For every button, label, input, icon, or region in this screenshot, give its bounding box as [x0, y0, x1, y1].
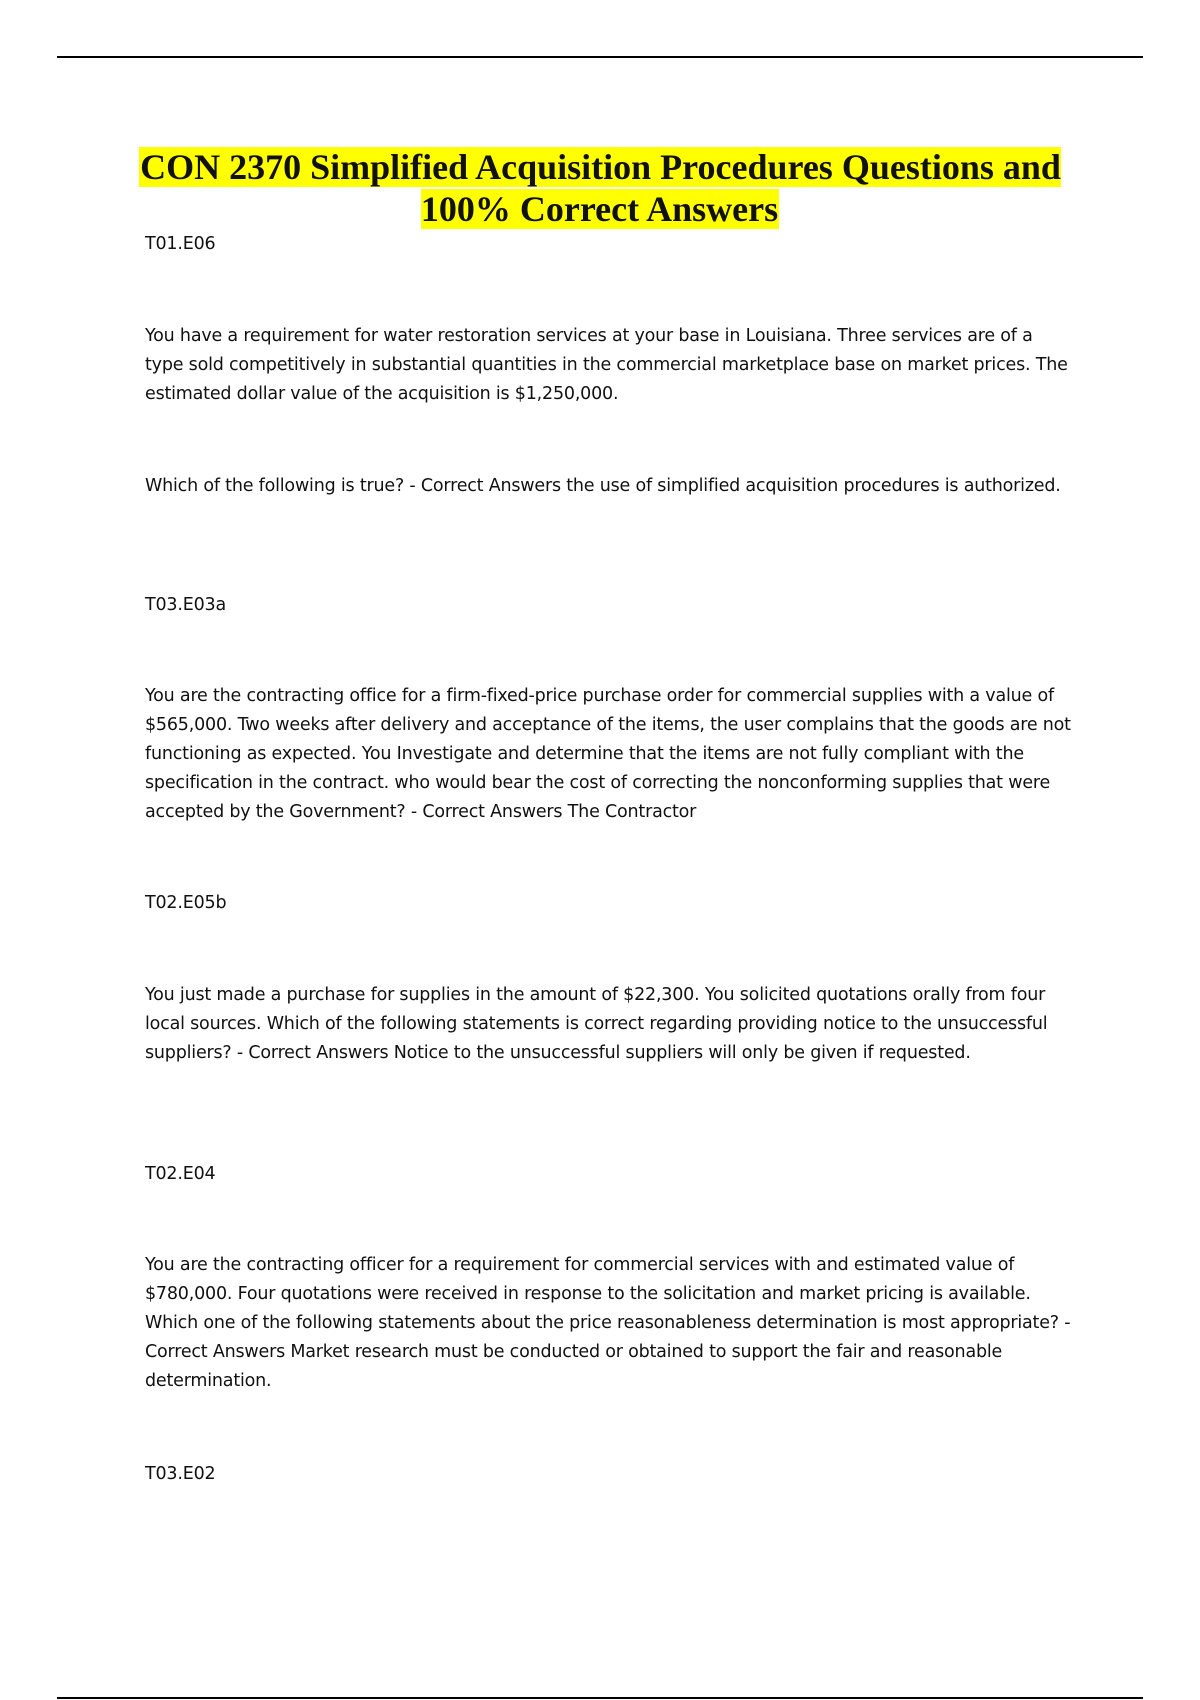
item-code: T03.E03a	[145, 595, 226, 615]
bottom-rule	[57, 1697, 1143, 1699]
top-rule	[57, 56, 1143, 58]
question-paragraph: You have a requirement for water restoration services at your base in Louisiana. Three services are of a type sold competitively in substantial quantities in the commercial marketplace base on market prices. The estimated dollar value of the acquisition is $1,250,000.	[145, 326, 1068, 404]
item-code: T01.E06	[145, 234, 216, 254]
title-highlight: CON 2370 Simplified Acquisition Procedures Questions and 100% Correct Answers	[140, 147, 1061, 229]
question-paragraph: You are the contracting office for a firm-fixed-price purchase order for commercial supplies with a value of $565,000. Two weeks after delivery and acceptance of the items, the user complains that the goods are not functioning as expected. You Investigate and determine that the items are not fully compliant with the specification in the contract. who would bear the cost of correcting the nonconforming supplies that were accepted by the Government? - Correct Answers The Contractor	[145, 686, 1071, 822]
question-paragraph: You just made a purchase for supplies in the amount of $22,300. You solicited quotations orally from four local sources. Which of the following statements is correct regarding providing notice to the unsuccessful suppliers? - Correct Answers Notice to the unsuccessful suppliers will only be given if requested.	[145, 985, 1048, 1063]
document-title	[100, 146, 1100, 230]
item-code: T02.E04	[145, 1164, 216, 1184]
item-code: T03.E02	[145, 1464, 216, 1484]
item-code: T02.E05b	[145, 893, 227, 913]
question-paragraph: You are the contracting officer for a requirement for commercial services with and estimated value of $780,000. Four quotations were received in response to the solicitation and market pricing is available. Which one of the following statements about the price reasonableness determination is most appropriate? - Correct Answers Market research must be conducted or obtained to support the fair and reasonable determination.	[145, 1255, 1071, 1391]
question-paragraph: Which of the following is true? - Correct Answers the use of simplified acquisition procedures is authorized.	[145, 476, 1061, 496]
